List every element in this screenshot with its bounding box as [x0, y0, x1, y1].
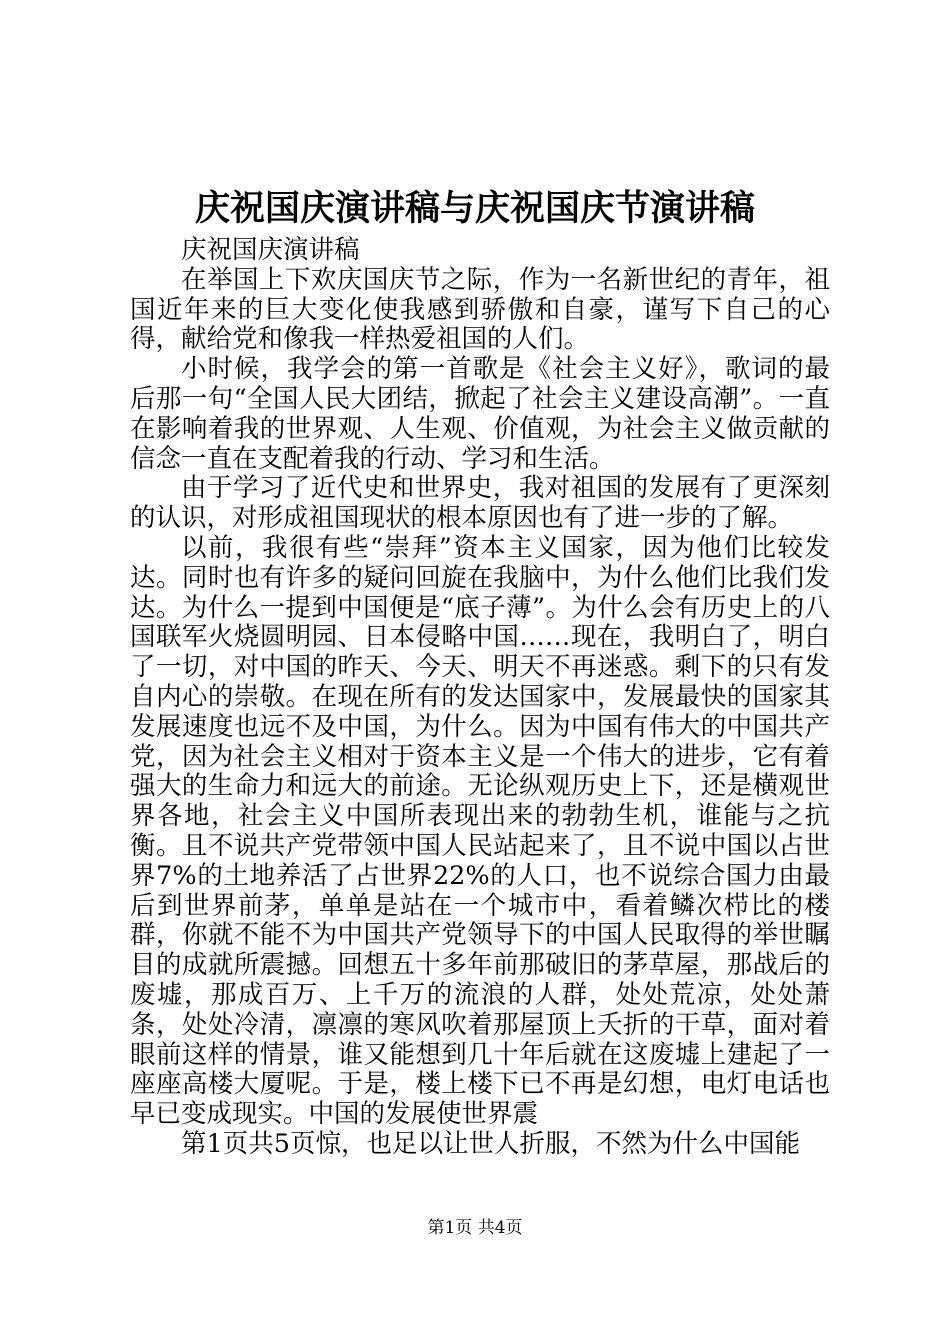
document-title: 庆祝国庆演讲稿与庆祝国庆节演讲稿	[194, 188, 755, 229]
document-body	[130, 236, 830, 1160]
page-footer: 第1页 共4页	[427, 1218, 523, 1238]
paragraph-childhood-song: 小时候，我学会的第一首歌是《社会主义好》，歌词的最后那一句“全国人民大团结，掀起了社会主义建设高潮”。一直在影响着我的世界观、人生观、价值观，为社会主义做贡献的信念一直在支配着我的行动、学习和生活。	[130, 354, 830, 474]
paragraph-continuation: 第1页共5页惊，也足以让世人折服，不然为什么中国能	[181, 1128, 800, 1159]
paragraph-subtitle: 庆祝国庆演讲稿	[181, 235, 360, 265]
paragraph-intro: 在举国上下欢庆国庆节之际，作为一名新世纪的青年，祖国近年来的巨大变化使我感到骄傲和自豪，谨写下自己的心得，献给党和像我一样热爱祖国的人们。	[130, 264, 830, 355]
paragraph-development: 以前，我很有些“崇拜”资本主义国家，因为他们比较发达。同时也有许多的疑问回旋在我脑中，为什么他们比我们发达。为什么一提到中国便是“底子薄”。为什么会有历史上的八国联军火烧圆明园、日本侵略中国……现在，我明白了，明白了一切，对中国的昨天、今天、明天不再迷惑。剩下的只有发自内心的崇敬。在现在所有的发达国家中，发展最快的国家其发展速度也远不及中国，为什么。因为中国有伟大的中国共产党，因为社会主义相对于资本主义是一个伟大的进步，它有着强大的生命力和远大的前途。无论纵观历史上下，还是横观世界各地，社会主义中国所表现出来的勃勃生机，谁能与之抗衡。且不说共产党带领中国人民站起来了，且不说中国以占世界7%的土地养活了占世界22%的人口，也不说综合国力由最后到世界前茅，单单是站在一个城市中，看着鳞次栉比的楼群，你就不能不为中国共产党领导下的中国人民取得的举世瞩目的成就所震撼。回想五十多年前那破旧的茅草屋，那战后的废墟，那成百万、上千万的流浪的人群，处处荒凉，处处萧条，处处冷清，凛凛的寒风吹着那屋顶上夭折的干草，面对着眼前这样的情景，谁又能想到几十年后就在这废墟上建起了一座座高楼大厦呢。于是，楼上楼下已不再是幻想，电灯电话也早已变成现实。中国的发展使世界震	[130, 532, 830, 1130]
paragraph-history-study: 由于学习了近代史和世界史，我对祖国的发展有了更深刻的认识，对形成祖国现状的根本原因也有了进一步的了解。	[130, 473, 830, 534]
